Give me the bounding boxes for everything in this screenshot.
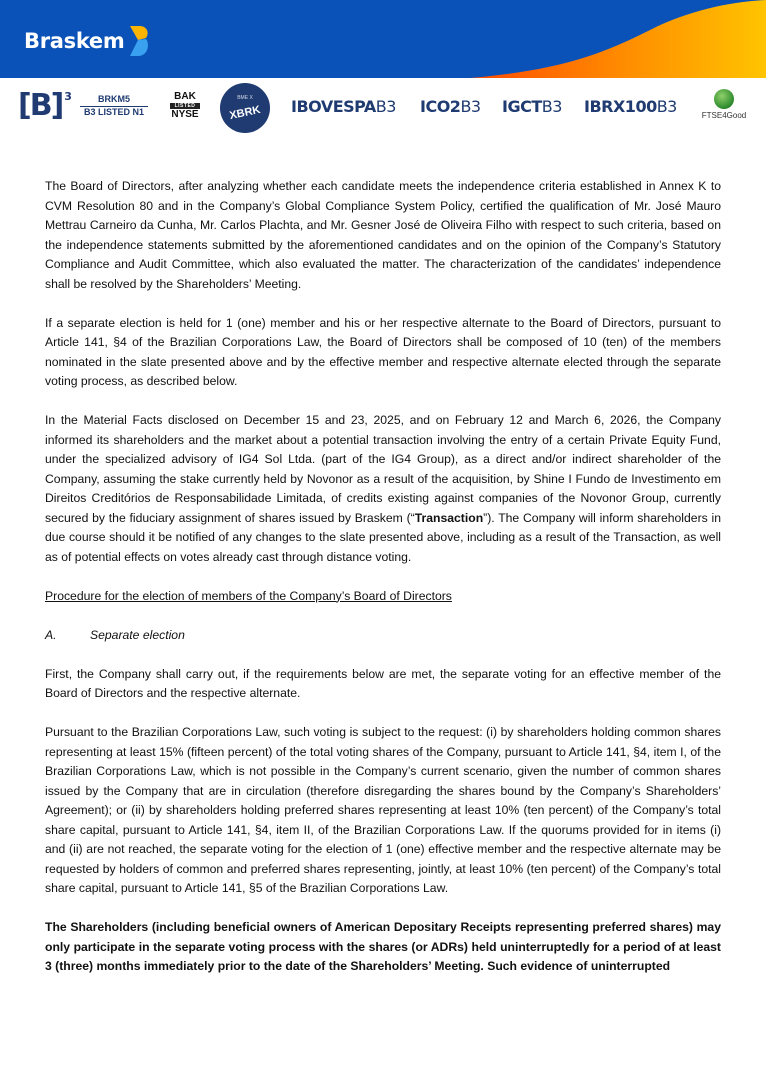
ibrx100-logo: IBRX100B3 <box>584 97 677 116</box>
subsection-heading: A. Separate election <box>45 627 185 642</box>
section-heading: Procedure for the election of members of the Company’s Board of Directors <box>45 588 452 603</box>
brkm5-listed-logo <box>80 94 148 118</box>
ico2-logo: ICO2B3 <box>420 97 481 116</box>
braskem-logo <box>24 26 150 56</box>
document-body <box>45 177 721 996</box>
brkm5-ticker: BRKM5 <box>80 94 148 107</box>
paragraph-shareholders-participation: The Shareholders (including beneficial owners of American Depositary Receipts representing preferred shares) may only participate in the separate voting process with the shares (or ADRs) held uninterruptedly for a period of at least 3 (three) months immediately prior to the date of the Shareholders’ Meeting. Such evidence of uninterrupted <box>45 920 721 973</box>
ibovespa-logo: IBOVESPAB3 <box>291 97 396 116</box>
paragraph-board-composition: If a separate election is held for 1 (one) member and his or her respective alternate to the Board of Directors, pursuant to Article 141, §4 of the Brazilian Corporations Law, the Board of Directors shall be composed of 10 (ten) of the members nominated in the slate presented above and by the effective member and respective alternate elected through the separate voting process, as described below. <box>45 315 721 388</box>
xbrk-badge: BME X XBRK <box>220 83 270 133</box>
paragraph-separate-voting: First, the Company shall carry out, if the requirements below are met, the separate voting for an effective member of the Board of Directors and the respective alternate. <box>45 666 721 700</box>
brand-name: Braskem <box>24 29 125 53</box>
ftse4good-logo: FTSE4Good <box>694 89 754 120</box>
header-banner <box>0 0 766 78</box>
igct-logo: IGCTB3 <box>502 97 562 116</box>
globe-icon <box>714 89 734 109</box>
braskem-mark-icon <box>128 26 150 56</box>
b3-logo: [B] $^3$ <box>18 88 72 123</box>
paragraph-material-facts: In the Material Facts disclosed on December 15 and 23, 2025, and on February 12 and March 6, 2026, the Company informed its shareholders and the market about a potential transaction involving the entry of a certain Private Equity Fund, under the specialized advisory of IG4 Sol Ltda. (part of the IG4 Group), as a direct and/or indirect shareholder of the Company, assuming the stake currently held by Novonor as a result of the acquisition, by Shine I Fundo de Investimento em Direitos Creditórios de Responsabilidade Limitada, of credits existing against companies of the Novonor Group, currently secured by the fiduciary assignment of shares issued by Braskem (“Transaction”). The Company will inform shareholders in due course should it be notified of any changes to the slate presented above, including as a result of the Transaction, as well as of potential effects on votes already cast through distance voting. <box>45 413 721 564</box>
brkm5-listing: B3 LISTED N1 <box>83 107 144 117</box>
transaction-term: Transaction <box>414 510 484 525</box>
paragraph-independence: The Board of Directors, after analyzing whether each candidate meets the independence criteria established in Annex K to CVM Resolution 80 and in the Company’s Global Compliance System Policy, certified the qualification of Mr. José Mauro Mettrau Carneiro da Cunha, Mr. Carlos Plachta, and Mr. Gesner José de Oliveira Filho with respect to such criteria, based on the independence statements submitted by the aforementioned candidates and on the opinion of the Company’s Statutory Compliance and Audit Committee, which also evaluated the matter. The characterization of the candidates’ independence shall be resolved by the Shareholders’ Meeting. <box>45 179 721 291</box>
paragraph-corporations-law: Pursuant to the Brazilian Corporations Law, such voting is subject to the request: (i) by shareholders holding common shares representing at least 15% (fifteen percent) of the total voting shares of the Company, pursuant to Article 141, §4, item I, of the Brazilian Corporations Law, which is not possible in the Company’s current scenario, given the number of common shares issued by the Company that are in circulation (therefore disregarding the shares bound by the Company’s Shareholders’ Agreement); or (ii) by shareholders holding preferred shares representing at least 10% (ten percent) of the Company’s total share capital, pursuant to Article 141, §4, item II, of the Brazilian Corporations Law. If the quorums provided for in items (i) and (ii) are not reached, the separate voting for the election of 1 (one) effective member and the respective alternate may be requested by holders of common and preferred shares representing, jointly, at least 10% (ten percent) of the Company’s total share capital, pursuant to Article 141, §5 of the Brazilian Corporations Law. <box>45 725 721 895</box>
listing-logos-bar <box>0 80 766 136</box>
nyse-logo: BAK LISTED NYSE <box>171 91 199 120</box>
